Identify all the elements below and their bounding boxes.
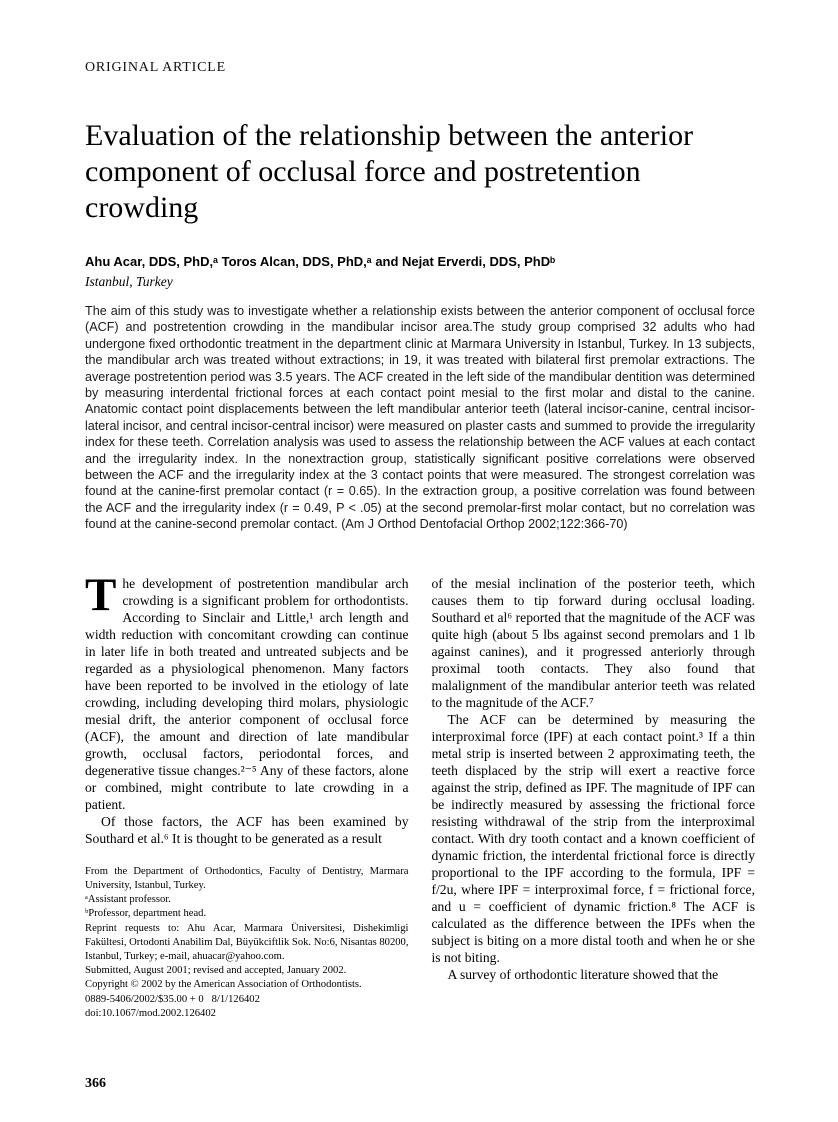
footnotes: [85, 865, 409, 1021]
body-paragraph: Of those factors, the ACF has been examined by Southard et al.⁶ It is thought to be generated as a result: [85, 813, 409, 846]
footnote-reprint-requests: Reprint requests to: Ahu Acar, Marmara Üniversitesi, Dishekimligi Fakültesi, Ortodonti Anabilim Dal, Büyükciftlik Sok. No:6, Nisantas 80200, Istanbul, Turkey; e-mail, ahuacar@yahoo.com.: [85, 922, 409, 962]
footnote-submission-dates: Submitted, August 2001; revised and accepted, January 2002.: [85, 965, 347, 977]
author-location: Istanbul, Turkey: [85, 274, 173, 289]
page-number: 366: [85, 1076, 106, 1091]
footnote-issn-code: 0889-5406/2002/$35.00 + 0 8/1/126402: [85, 993, 260, 1005]
abstract-text: The aim of this study was to investigate whether a relationship exists between the anterior component of occlusal force (ACF) and postretention crowding in the mandibular incisor area.The study group comprised 32 adults who had undergone fixed orthodontic treatment in the department clinic at Marmara University in Istanbul, Turkey. In 13 subjects, the mandibular arch was treated without extractions; in 19, it was treated with bilateral first premolar extractions. The average postretention period was 3.5 years. The ACF created in the left side of the mandibular dentition was determined by measuring interdental frictional forces at each contact point mesial to the first molar and distal to the canine. Anatomic contact point displacements between the left mandibular anterior teeth (lateral incisor-canine, central incisor-lateral incisor, and central incisor-central incisor) were measured on plaster casts and summed to provide the irregularity index for these teeth. Correlation analysis was used to assess the relationship between the ACF values at each contact and the irregularity index. In the nonextraction group, statistically significant positive correlations were observed between the ACF and the irregularity index at the 3 contact points that were measured. The strongest correlation was found at the canine-first premolar contact (r = 0.65). In the extraction group, a positive correlation was found between the ACF and the irregularity index (r = 0.49, P < .05) at the second premolar-first molar contact, but no correlation was found at the canine-second premolar contact. (Am J Orthod Dentofacial Orthop 2002;122:366-70): [85, 304, 755, 532]
footnote-copyright: Copyright © 2002 by the American Association of Orthodontists.: [85, 979, 362, 991]
footnote-doi: doi:10.1067/mod.2002.126402: [85, 1007, 216, 1019]
paragraph-text: he development of postretention mandibular arch crowding is a significant problem for orthodontists. According to Sinclair and Little,¹ arch length and width reduction with concomitant crowding can continue in later life in both treated and untreated subjects and be regarded as a physiological phenomenon. Many factors have been reported to be involved in the etiology of late crowding, including developing third molars, physiologic mesial drift, the anterior component of occlusal force (ACF), the amount and direction of late mandibular growth, occlusal factors, periodontal forces, and degenerative tissue changes.²⁻⁵ Any of these factors, alone or combined, might contribute to late crowding in a patient.: [85, 575, 409, 812]
body-paragraph: A survey of orthodontic literature showed that the: [447, 966, 719, 982]
author-byline: Ahu Acar, DDS, PhD,ᵃ Toros Alcan, DDS, PhD,ᵃ and Nejat Erverdi, DDS, PhDᵇ: [85, 254, 556, 269]
footnote-author-a: ᵃAssistant professor.: [85, 894, 171, 906]
body-paragraph: The ACF can be determined by measuring the interproximal force (IPF) at each contact point.³ If a thin metal strip is inserted between 2 approximating teeth, the teeth displaced by the strip will exert a reactive force against the strip, defined as IPF. The magnitude of IPF can be indirectly measured by assessing the frictional force resisting withdrawal of the strip from the interproximal contact. With dry tooth contact and a known coefficient of dynamic friction, the interdental frictional force is directly proportional to the IPF according to the formula, IPF = f/2u, where IPF = interproximal force, f = frictional force, and u = coefficient of dynamic friction.⁸ The ACF is calculated as the difference between the IPFs when the subject is biting on a more distal tooth and when he or she is not biting.: [431, 711, 755, 965]
body-paragraph: of the mesial inclination of the posterior teeth, which causes them to tip forward during occlusal loading. Southard et al⁶ reported that the magnitude of the ACF was quite high (about 5 lbs against second premolars and 1 lb against canines), and it progressed anteriorly through proximal tooth contacts. They also found that malalignment of the mandibular anterior teeth was related to the magnitude of the ACF.⁷: [431, 575, 755, 710]
footnote-affiliation: From the Department of Orthodontics, Faculty of Dentistry, Marmara University, Istanbul, Turkey.: [85, 865, 409, 891]
footnote-author-b: ᵇProfessor, department head.: [85, 908, 207, 920]
article-title: Evaluation of the relationship between the anterior component of occlusal force and postretention crowding: [85, 119, 694, 224]
drop-cap: T: [85, 568, 117, 621]
article-type-label: ORIGINAL ARTICLE: [85, 60, 226, 75]
body-columns: [85, 568, 755, 1021]
body-paragraph: [85, 568, 409, 813]
left-column: [85, 568, 409, 1021]
right-column: [432, 575, 756, 1021]
